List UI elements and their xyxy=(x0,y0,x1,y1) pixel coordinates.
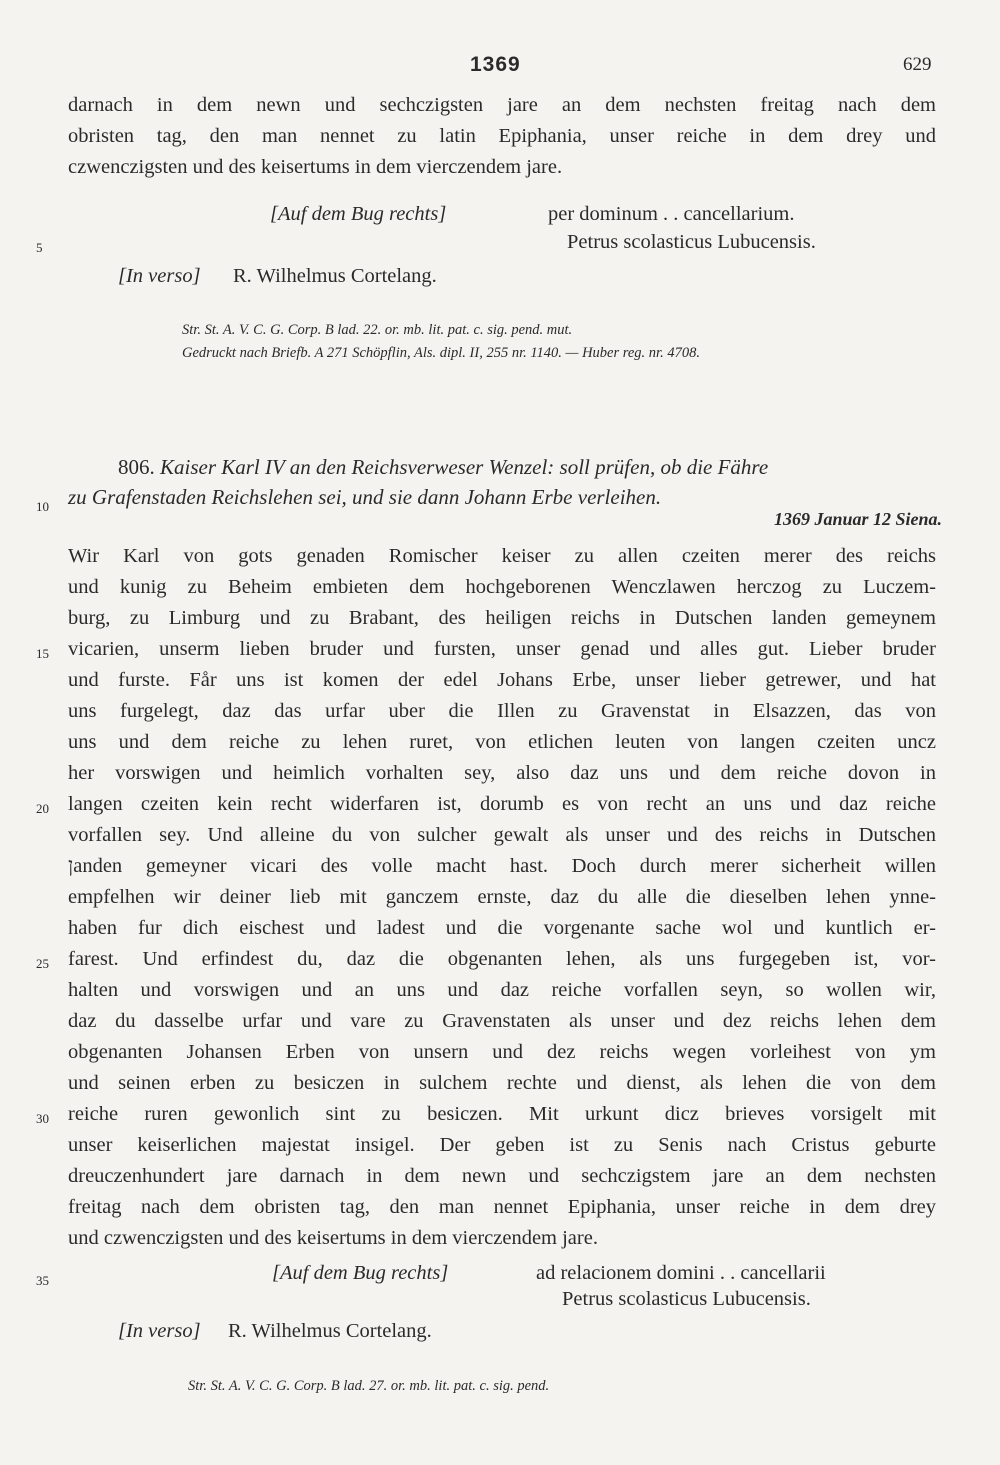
line-number: 25 xyxy=(36,956,49,971)
line-number: 30 xyxy=(36,1111,49,1126)
print-note: Gedruckt nach Briefb. A 271 Schöpflin, Als. dipl. II, 255 nr. 1140. — Huber reg. nr. 4708. xyxy=(182,345,700,361)
page-number: 629 xyxy=(903,54,932,75)
text-line: burg, zu Limburg und zu Brabant, des heiligen reichs in Dutschen landen gemeynem xyxy=(68,607,936,629)
text-line: uns und dem reiche zu lehen ruret, von etlichen leuten von langen czeiten uncz xyxy=(68,731,936,753)
source-note: Str. St. A. V. C. G. Corp. B lad. 22. or. mb. lit. pat. c. sig. pend. mut. xyxy=(182,322,573,338)
line-number: 10 xyxy=(36,499,49,514)
bug-label: [Auf dem Bug rechts] xyxy=(272,1262,449,1284)
text-line: czwenczigsten und des keisertums in dem vierczendem jare. xyxy=(68,156,563,178)
petrus-note: Petrus scolasticus Lubucensis. xyxy=(567,231,816,253)
petrus-note: Petrus scolasticus Lubucensis. xyxy=(562,1288,811,1310)
text-line: freitag nach dem obristen tag, den man nennet Epiphania, unser reiche in dem drey xyxy=(68,1196,936,1218)
document-number: 806. xyxy=(118,455,155,479)
text-line: empfelhen wir deiner lieb mit ganczem ernste, daz du alle die dieselben lehen ynne- xyxy=(68,886,936,908)
document-title-line-2: zu Grafenstaden Reichslehen sei, und sie dann Johann Erbe verleihen. xyxy=(68,485,662,509)
text-line: uns furgelegt, daz das urfar uber die Illen zu Gravenstat in Elsazzen, das von xyxy=(68,700,936,722)
running-header-year: 1369 xyxy=(470,53,521,76)
verso-text: R. Wilhelmus Cortelang. xyxy=(228,1320,432,1342)
text-line: daz du dasselbe urfar und vare zu Gravenstaten als unser und dez reichs lehen dem xyxy=(68,1010,936,1032)
line-number: 15 xyxy=(36,646,49,661)
text-line: farest. Und erfindest du, daz die obgenanten lehen, als uns furgegeben ist, vor- xyxy=(68,948,936,970)
text-line: obristen tag, den man nennet zu latin Epiphania, unser reiche in dem drey und xyxy=(68,125,936,147)
text-line: haben fur dich eischest und ladest und die vorgenante sache wol und kuntlich er- xyxy=(68,917,936,939)
relacio-note: ad relacionem domini . . cancellarii xyxy=(536,1262,826,1284)
verso-label: [In verso] xyxy=(118,1320,201,1342)
text-line: Wir Karl von gots genaden Romischer keiser zu allen czeiten merer des reichs xyxy=(68,545,936,567)
line-number: 20 xyxy=(36,801,49,816)
document-heading xyxy=(118,455,768,480)
text-line: vicarien, unserm lieben bruder und fursten, unser genad und alles gut. Lieber bruder xyxy=(68,638,936,660)
text-line: und czwenczigsten und des keisertums in dem vierczendem jare. xyxy=(68,1227,598,1249)
document-date: 1369 Januar 12 Siena. xyxy=(773,509,942,529)
text-line: darnach in dem newn und sechczigsten jare an dem nechsten freitag nach dem xyxy=(68,94,936,116)
text-line: dreuczenhundert jare darnach in dem newn und sechczigstem jare an dem nechsten xyxy=(68,1165,936,1187)
text-line: her vorswigen und heimlich vorhalten sey, also daz uns und dem reiche dovon in xyxy=(68,762,936,784)
text-line: obgenanten Johansen Erben von unsern und dez reichs wegen vorleihest von ym xyxy=(68,1041,936,1063)
text-line: langen czeiten kein recht widerfaren ist, dorumb es von recht an uns und daz reiche xyxy=(68,793,936,815)
text-line: reiche ruren gewonlich sint zu besiczen. Mit urkunt dicz brieves vorsigelt mit xyxy=(68,1103,936,1125)
text-line: unser keiserlichen majestat insigel. Der geben ist zu Senis nach Cristus geburte xyxy=(68,1134,936,1156)
text-line: ןanden gemeyner vicari des volle macht hast. Doch durch merer sicherheit willen xyxy=(68,855,936,877)
line-number: 5 xyxy=(36,240,43,255)
line-number: 35 xyxy=(36,1273,49,1288)
text-line: und seinen erben zu besiczen in sulchem rechte und dienst, als lehen die von dem xyxy=(68,1072,936,1094)
verso-text: R. Wilhelmus Cortelang. xyxy=(233,265,437,287)
text-line: und furste. Får uns ist komen der edel Johans Erbe, unser lieber getrewer, und hat xyxy=(68,669,936,691)
verso-label: [In verso] xyxy=(118,265,201,287)
bug-label: [Auf dem Bug rechts] xyxy=(270,203,447,225)
text-line: vorfallen sey. Und alleine du von sulcher gewalt als unser und des reichs in Dutschen xyxy=(68,824,936,846)
source-note: Str. St. A. V. C. G. Corp. B lad. 27. or. mb. lit. pat. c. sig. pend. xyxy=(188,1378,550,1394)
chancery-note: per dominum . . cancellarium. xyxy=(548,203,795,225)
text-line: und kunig zu Beheim embieten dem hochgeborenen Wenczlawen herczog zu Luczem- xyxy=(68,576,936,598)
text-line: halten und vorswigen und an uns und daz reiche vorfallen seyn, so wollen wir, xyxy=(68,979,936,1001)
document-title-line-1: Kaiser Karl IV an den Reichsverweser Wenzel: soll prüfen, ob die Fähre xyxy=(160,455,769,479)
